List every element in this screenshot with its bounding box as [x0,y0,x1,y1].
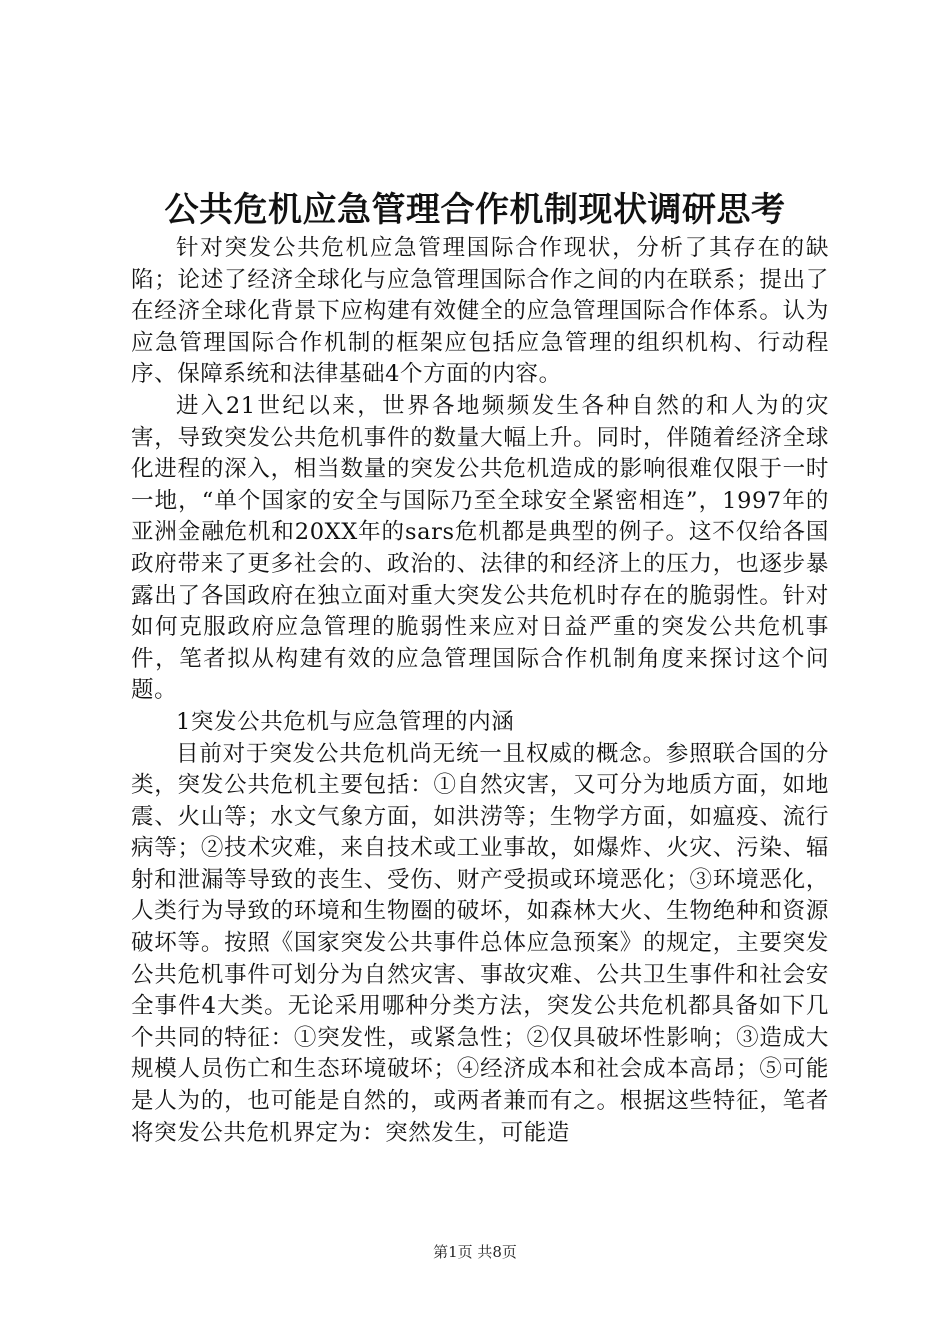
document-body [131,233,829,1149]
section-paragraph: 目前对于突发公共危机尚无统一且权威的概念。参照联合国的分类，突发公共危机主要包括：①自然灾害，又可分为地质方面，如地震、火山等；水文气象方面，如洪涝等；生物学方面，如瘟疫、流行病等；②技术灾难，来自技术或工业事故，如爆炸、火灾、污染、辐射和泄漏等导致的丧生、受伤、财产受损或环境恶化；③环境恶化，人类行为导致的环境和生物圈的破坏，如森林大火、生物绝种和资源破坏等。按照《国家突发公共事件总体应急预案》的规定，主要突发公共危机事件可划分为自然灾害、事故灾难、公共卫生事件和社会安全事件4大类。无论采用哪种分类方法，突发公共危机都具备如下几个共同的特征：①突发性，或紧急性；②仅具破坏性影响；③造成大规模人员伤亡和生态环境破坏；④经济成本和社会成本高昂；⑤可能是人为的，也可能是自然的，或两者兼而有之。根据这些特征，笔者将突发公共危机界定为：突然发生，可能造 [131,740,829,1146]
intro-paragraph: 进入21世纪以来，世界各地频频发生各种自然的和人为的灾害，导致突发公共危机事件的数量大幅上升。同时，伴随着经济全球化进程的深入，相当数量的突发公共危机造成的影响很难仅限于一时一地，“单个国家的安全与国际乃至全球安全紧密相连”，1997年的亚洲金融危机和20XX年的sars危机都是典型的例子。这不仅给各国政府带来了更多社会的、政治的、法律的和经济上的压力，也逐步暴露出了各国政府在独立面对重大突发公共危机时存在的脆弱性。针对如何克服政府应急管理的脆弱性来应对日益严重的突发公共危机事件，笔者拟从构建有效的应急管理国际合作机制角度来探讨这个问题。 [131,392,829,704]
abstract-paragraph: 针对突发公共危机应急管理国际合作现状，分析了其存在的缺陷；论述了经济全球化与应急管理国际合作之间的内在联系；提出了在经济全球化背景下应构建有效健全的应急管理国际合作体系。认为应急管理国际合作机制的框架应包括应急管理的组织机构、行动程序、保障系统和法律基础4个方面的内容。 [131,235,829,388]
document-title: 公共危机应急管理合作机制现状调研思考 [164,190,786,230]
page-footer: 第1页 共8页 [433,1243,517,1261]
section-heading: 1突发公共危机与应急管理的内涵 [176,708,515,735]
